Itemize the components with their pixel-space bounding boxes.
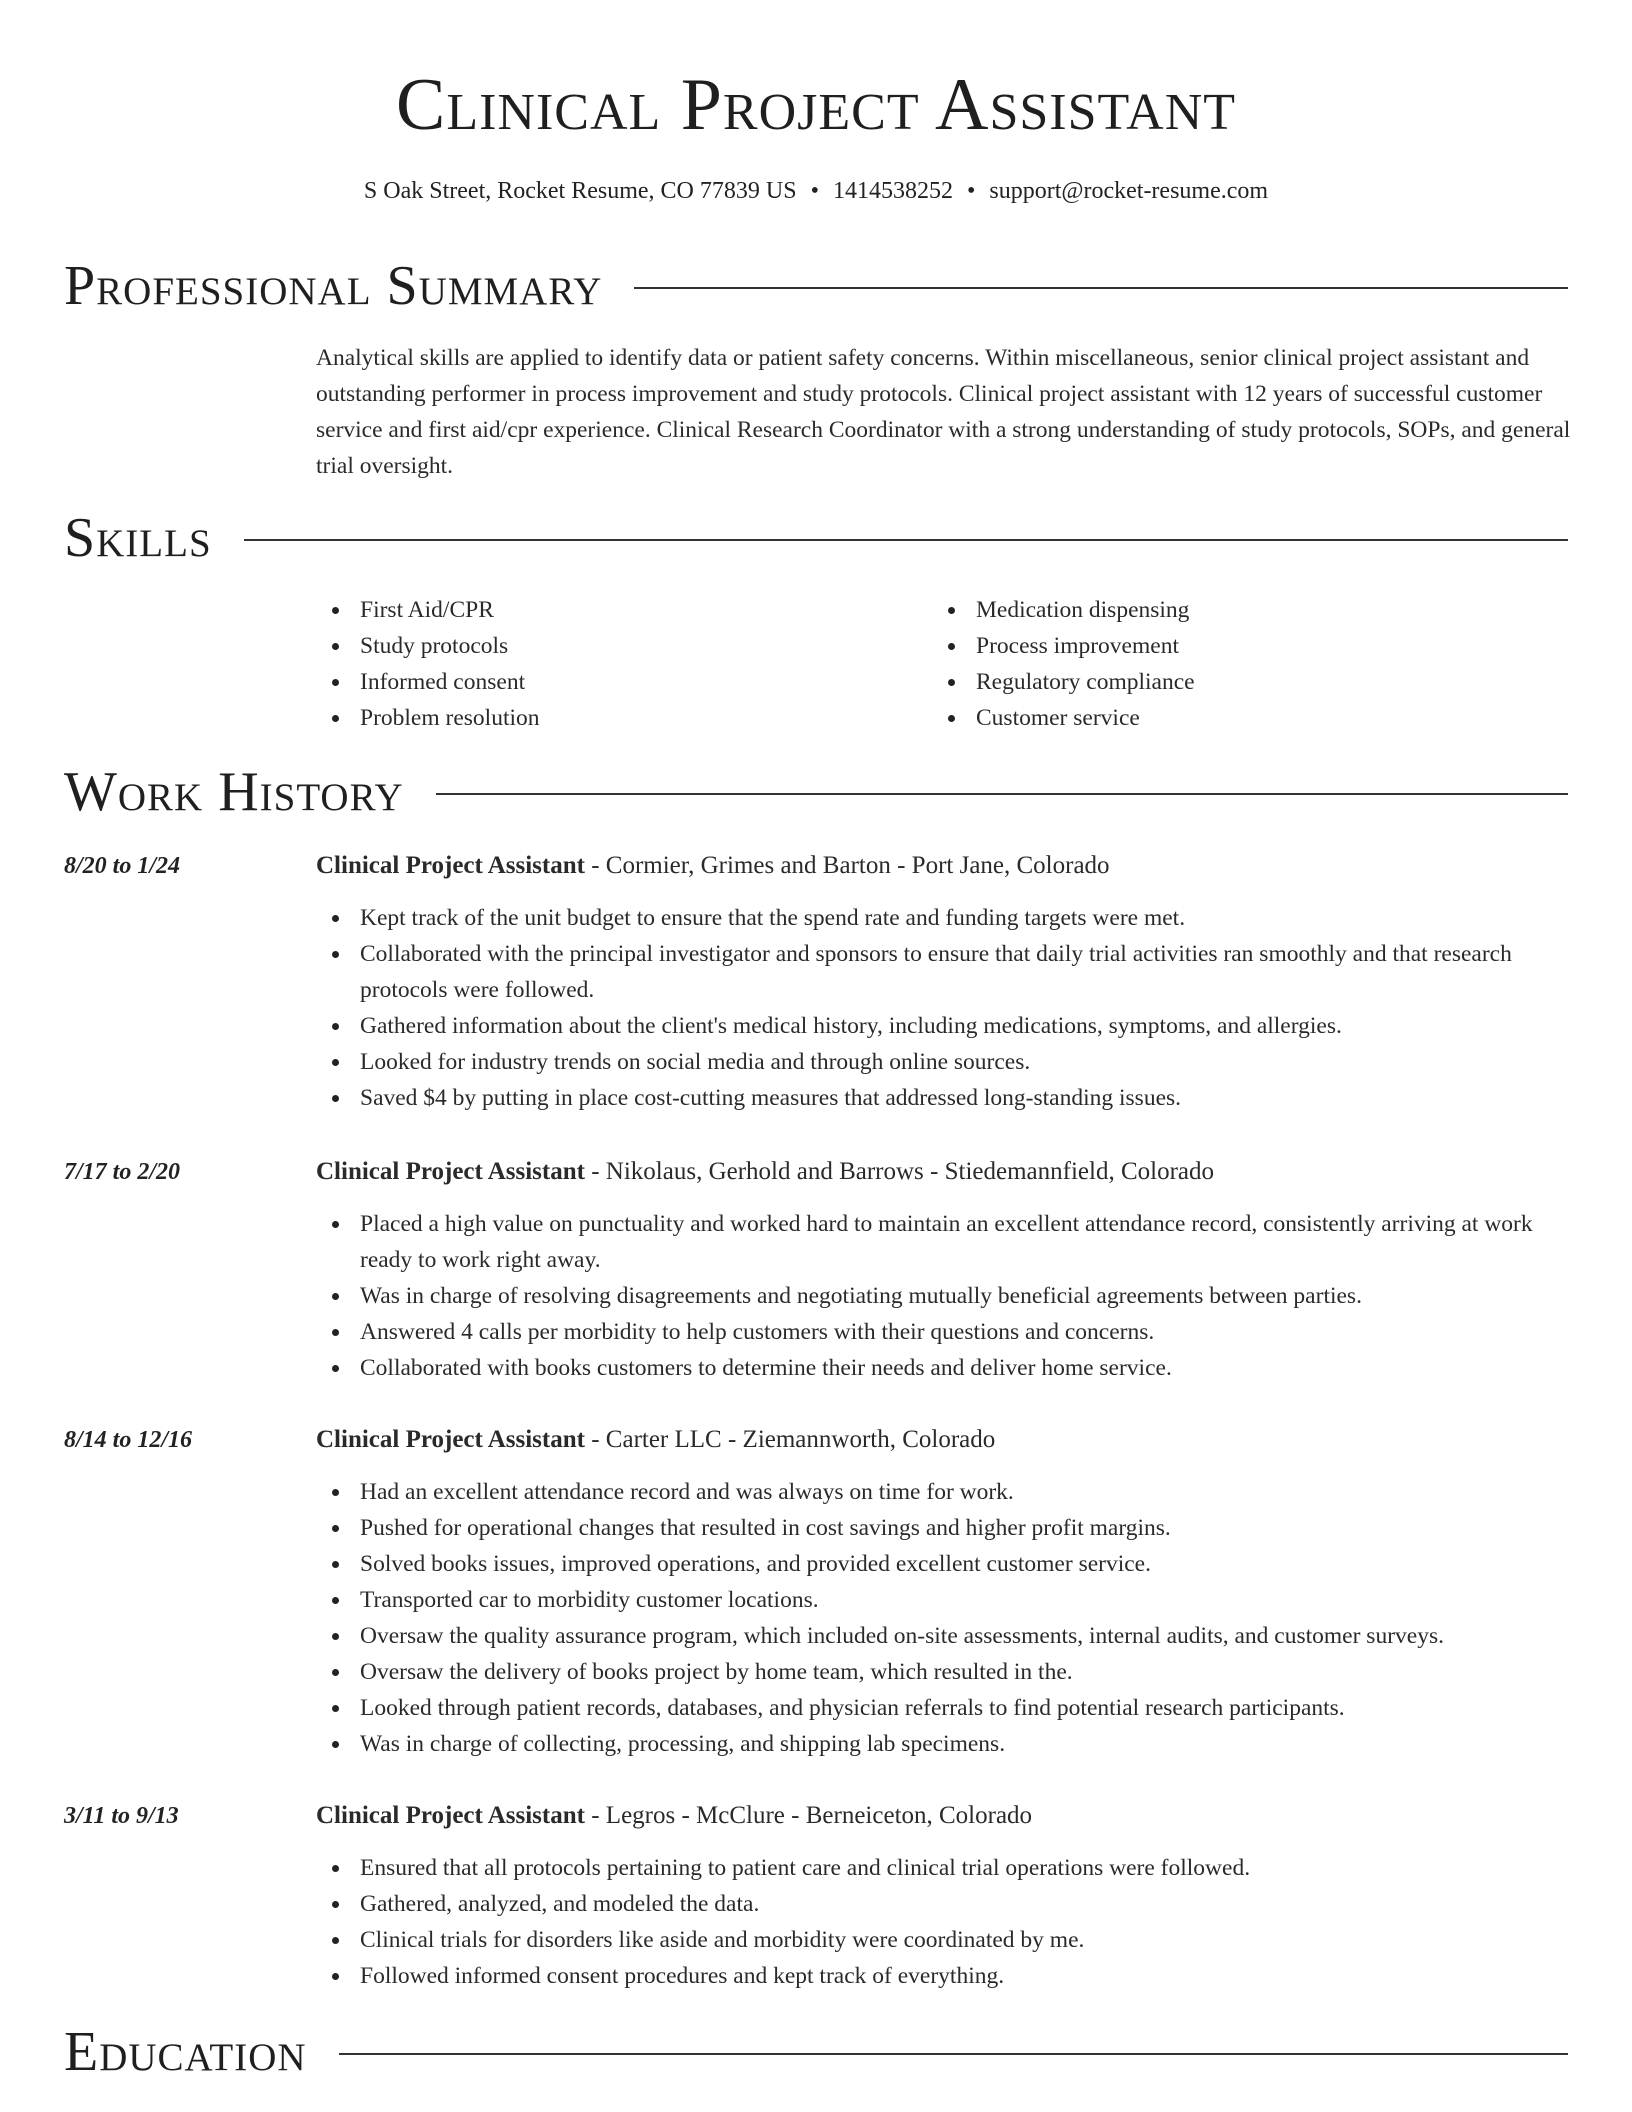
job-title-line — [316, 1422, 995, 1458]
job-employer: - Carter LLC - Ziemannworth, Colorado — [584, 1426, 996, 1453]
job-duty-item: Followed informed consent procedures and kept track of everything. — [316, 1958, 1572, 1994]
section-divider — [436, 793, 1568, 795]
job-duty-item: Solved books issues, improved operations, and provided excellent customer service. — [316, 1546, 1572, 1582]
section-title-summary: Professional Summary — [64, 255, 603, 317]
job-duty-item: Kept track of the unit budget to ensure that the spend rate and funding targets were met. — [316, 900, 1572, 936]
job-dates: 7/17 to 2/20 — [64, 1159, 181, 1185]
job-title: Clinical Project Assistant — [316, 852, 585, 879]
job-duty-item: Had an excellent attendance record and was always on time for work. — [316, 1474, 1572, 1510]
job-title: Clinical Project Assistant — [316, 1426, 585, 1453]
section-header-education — [64, 2020, 1568, 2084]
skill-item: Customer service — [932, 700, 1532, 736]
job-duty-item: Saved $4 by putting in place cost-cutting measures that addressed long-standing issues. — [316, 1080, 1572, 1116]
job-duty-item: Oversaw the delivery of books project by home team, which resulted in the. — [316, 1654, 1572, 1690]
skill-item: Study protocols — [316, 628, 916, 664]
job-duties — [316, 1206, 1572, 1386]
skill-item: Informed consent — [316, 664, 916, 700]
skill-item: First Aid/CPR — [316, 592, 916, 628]
job-duty-item: Gathered information about the client's medical history, including medications, symptoms, and allergies. — [316, 1008, 1572, 1044]
job-duty-item: Looked for industry trends on social media and through online sources. — [316, 1044, 1572, 1080]
job-duty-item: Gathered, analyzed, and modeled the data. — [316, 1886, 1572, 1922]
job-duty-item: Collaborated with the principal investigator and sponsors to ensure that daily trial activities ran smoothly and that research protocols were followed. — [316, 936, 1572, 1008]
job-duty-item: Pushed for operational changes that resulted in cost savings and higher profit margins. — [316, 1510, 1572, 1546]
section-title-work-history: Work History — [64, 761, 404, 823]
section-header-work-history — [64, 760, 1568, 824]
skills-list-left — [316, 592, 916, 736]
job-title: Clinical Project Assistant — [316, 1802, 585, 1829]
job-duty-item: Answered 4 calls per morbidity to help customers with their questions and concerns. — [316, 1314, 1572, 1350]
section-divider — [339, 2053, 1568, 2055]
job-title-line — [316, 1798, 1032, 1834]
contact-separator: • — [966, 178, 976, 204]
job-duty-item: Oversaw the quality assurance program, which included on-site assessments, internal audits, and customer surveys. — [316, 1618, 1572, 1654]
job-duty-item: Transported car to morbidity customer locations. — [316, 1582, 1572, 1618]
job-duty-item: Was in charge of resolving disagreements and negotiating mutually beneficial agreements between parties. — [316, 1278, 1572, 1314]
contact-email: support@rocket-resume.com — [989, 178, 1269, 204]
skill-item: Medication dispensing — [932, 592, 1532, 628]
skills-list-right — [932, 592, 1532, 736]
contact-line — [0, 175, 1632, 207]
summary-text: Analytical skills are applied to identify data or patient safety concerns. Within miscellaneous, senior clinical project assistant and outstanding performer in process improvement and study protocols. Clinical project assistant with 12 years of successful customer service and first aid/cpr experience. Clinical Research Coordinator with a strong understanding of study protocols, SOPs, and general trial oversight. — [316, 345, 1571, 479]
section-divider — [634, 287, 1568, 289]
job-duty-item: Ensured that all protocols pertaining to patient care and clinical trial operations were followed. — [316, 1850, 1572, 1886]
job-duties — [316, 900, 1572, 1116]
job-employer: - Nikolaus, Gerhold and Barrows - Stiedemannfield, Colorado — [584, 1158, 1214, 1185]
candidate-name: Clinical Project Assistant — [395, 64, 1237, 146]
contact-separator: • — [810, 178, 819, 204]
contact-address: S Oak Street, Rocket Resume, CO 77839 US — [363, 178, 797, 204]
section-header-summary — [64, 254, 1568, 318]
job-employer: - Cormier, Grimes and Barton - Port Jane, Colorado — [584, 852, 1110, 879]
job-title-line — [316, 1154, 1214, 1190]
job-duty-item: Collaborated with books customers to determine their needs and deliver home service. — [316, 1350, 1572, 1386]
section-title-skills: Skills — [64, 507, 212, 569]
job-dates: 8/14 to 12/16 — [64, 1427, 193, 1453]
job-duty-item: Clinical trials for disorders like aside and morbidity were coordinated by me. — [316, 1922, 1572, 1958]
skill-item: Regulatory compliance — [932, 664, 1532, 700]
job-duty-item: Looked through patient records, databases, and physician referrals to find potential research participants. — [316, 1690, 1572, 1726]
section-header-skills — [64, 506, 1568, 570]
job-duty-item: Placed a high value on punctuality and worked hard to maintain an excellent attendance record, consistently arriving at work ready to work right away. — [316, 1206, 1572, 1278]
section-title-education: Education — [64, 2021, 307, 2083]
skill-item: Problem resolution — [316, 700, 916, 736]
job-title: Clinical Project Assistant — [316, 1158, 585, 1185]
job-title-line — [316, 848, 1110, 884]
section-divider — [244, 539, 1568, 541]
skill-item: Process improvement — [932, 628, 1532, 664]
contact-phone: 1414538252 — [832, 178, 953, 204]
job-employer: - Legros - McClure - Berneiceton, Colorado — [584, 1802, 1033, 1829]
job-duties — [316, 1474, 1572, 1762]
job-dates: 8/20 to 1/24 — [64, 853, 181, 879]
job-duty-item: Was in charge of collecting, processing, and shipping lab specimens. — [316, 1726, 1572, 1762]
job-duties — [316, 1850, 1572, 1994]
job-dates: 3/11 to 9/13 — [64, 1803, 179, 1829]
